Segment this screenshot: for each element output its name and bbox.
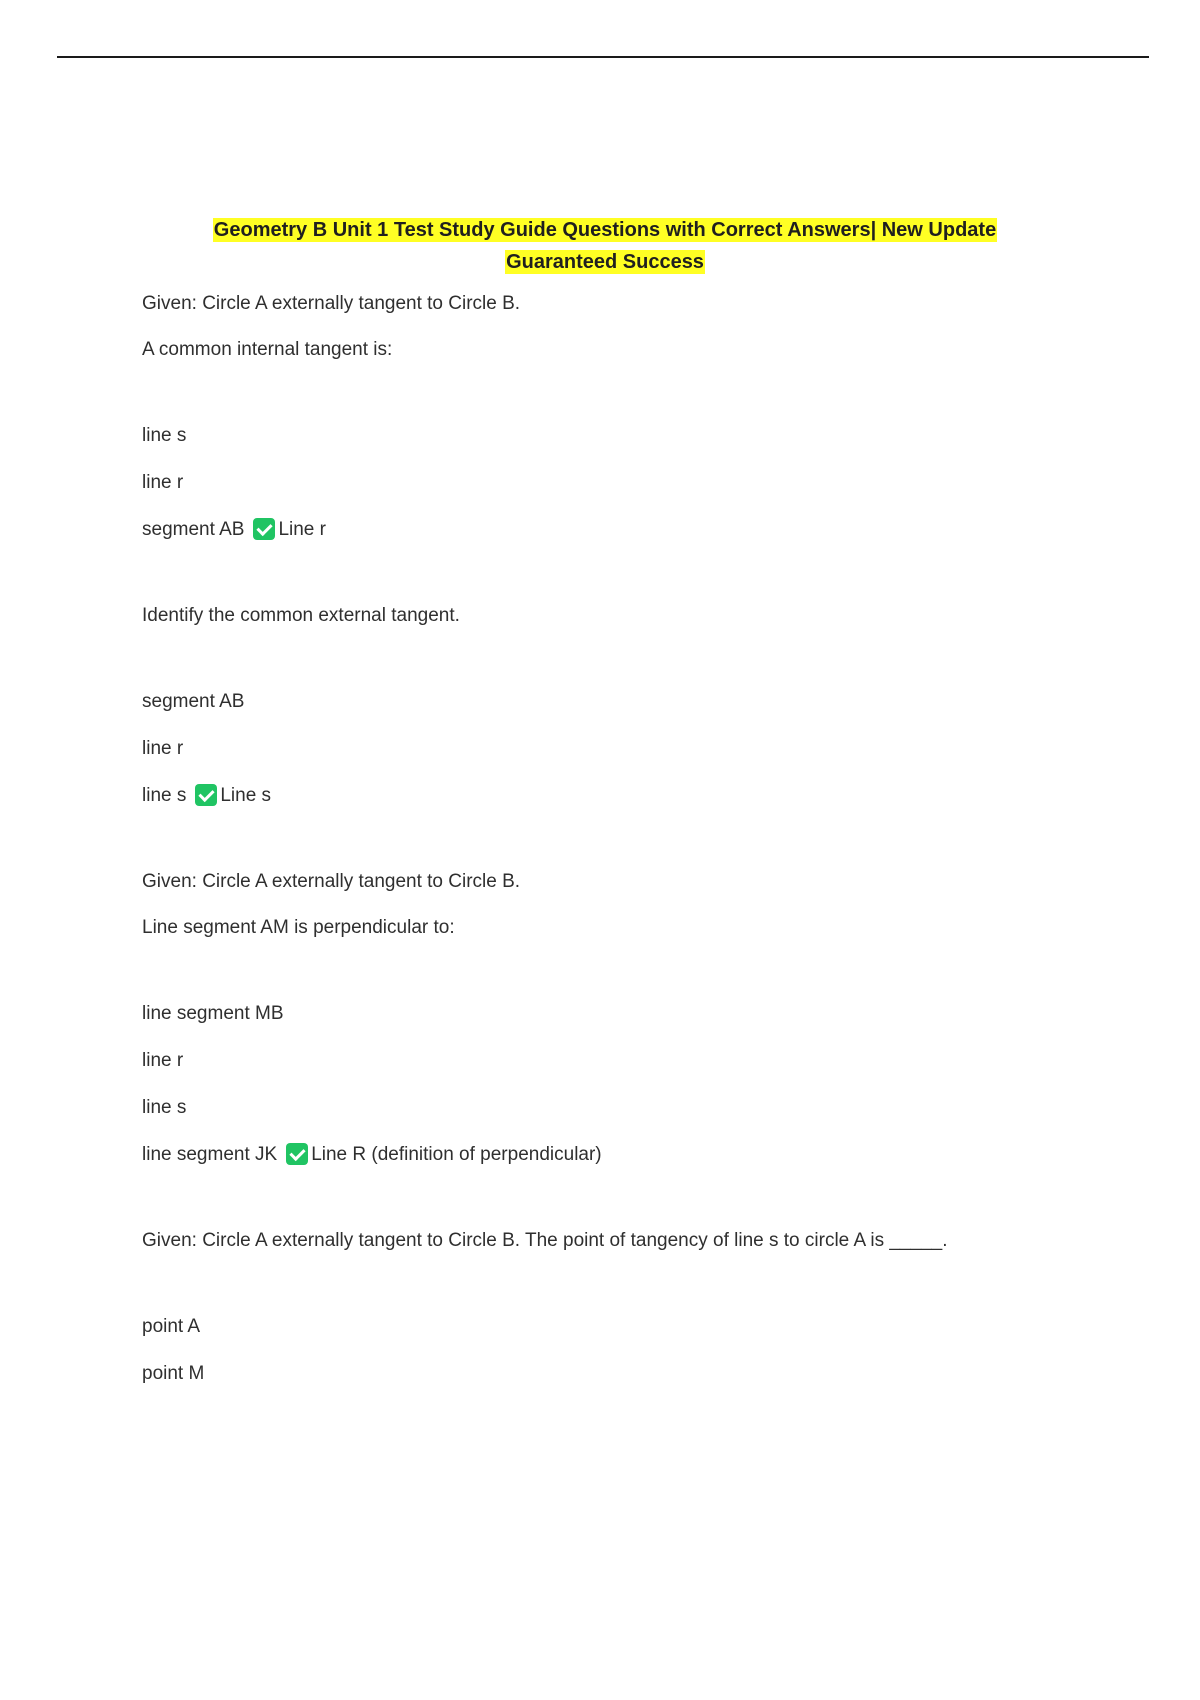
question-stem: Identify the common external tangent. xyxy=(142,605,460,626)
question-block xyxy=(142,1229,1102,1386)
question-block xyxy=(142,870,1102,1167)
answer-option: segment AB xyxy=(142,519,245,540)
question-block xyxy=(142,604,1102,808)
correct-answer: Line s xyxy=(220,785,272,806)
answer-option-row xyxy=(142,1143,1102,1167)
check-mark-icon xyxy=(195,784,217,806)
question-stem: Line segment AM is perpendicular to: xyxy=(142,917,455,938)
answer-option: line r xyxy=(142,738,184,759)
answer-option: line r xyxy=(142,472,184,493)
check-mark-icon xyxy=(253,518,275,540)
answer-option-row xyxy=(142,518,1102,542)
answer-option: line segment MB xyxy=(142,1003,284,1024)
correct-answer: Line r xyxy=(278,519,326,540)
question-list xyxy=(142,292,1102,1386)
question-stem: Given: Circle A externally tangent to Circle B. xyxy=(142,871,521,892)
question-stem: A common internal tangent is: xyxy=(142,339,393,360)
document-title xyxy=(110,214,1100,278)
answer-option: line s xyxy=(142,1097,187,1118)
answer-option: line r xyxy=(142,1050,184,1071)
answer-option: line s xyxy=(142,785,187,806)
question-block xyxy=(142,292,1102,542)
question-stem: Given: Circle A externally tangent to Circle B. xyxy=(142,293,521,314)
answer-option: segment AB xyxy=(142,691,245,712)
check-mark-icon xyxy=(286,1143,308,1165)
answer-option: point A xyxy=(142,1316,201,1337)
title-line-1: Geometry B Unit 1 Test Study Guide Questions with Correct Answers| New Update xyxy=(213,219,997,241)
answer-option: point M xyxy=(142,1363,205,1384)
title-line-2: Guaranteed Success xyxy=(506,251,704,273)
correct-answer: Line R (definition of perpendicular) xyxy=(311,1144,602,1165)
answer-option: line s xyxy=(142,425,187,446)
answer-option-row xyxy=(142,784,1102,808)
question-stem: Given: Circle A externally tangent to Circle B. The point of tangency of line s to circle A is _____. xyxy=(142,1230,948,1251)
answer-option: line segment JK xyxy=(142,1144,278,1165)
header-rule xyxy=(57,56,1149,58)
